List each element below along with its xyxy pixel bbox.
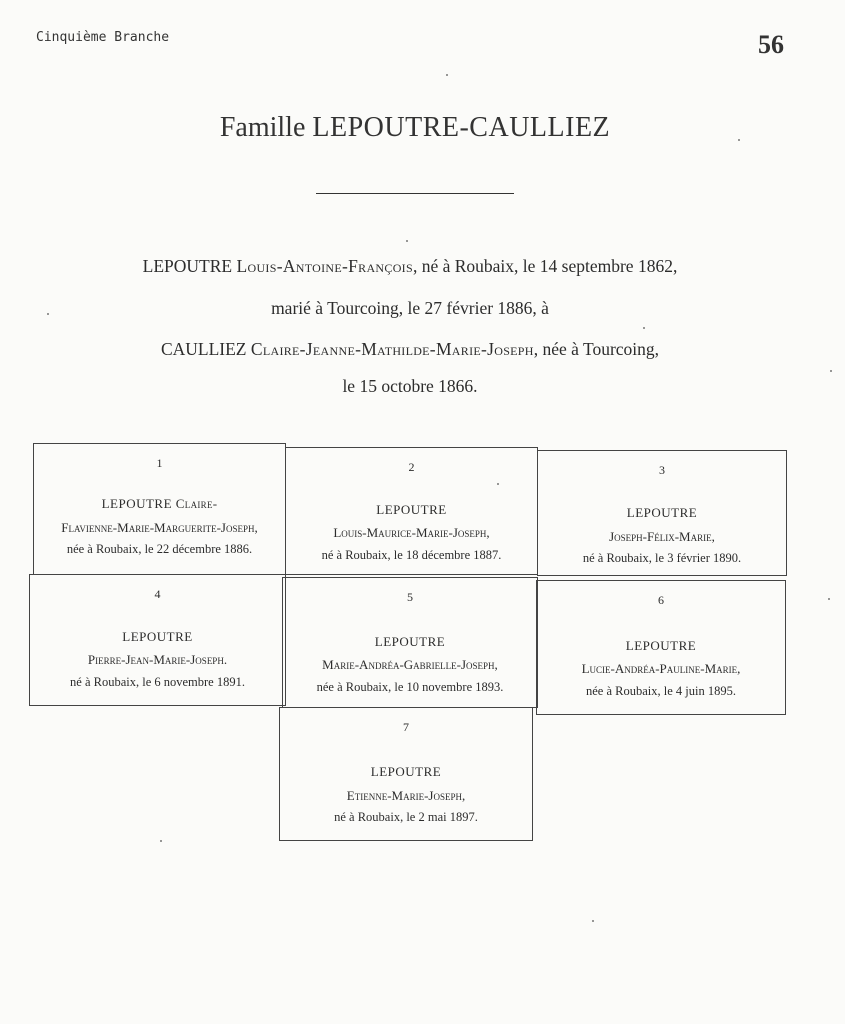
intro-wife-line xyxy=(0,339,820,360)
child-birth: née à Roubaix, le 22 décembre 1886. xyxy=(66,542,253,556)
child-birth: née à Roubaix, le 4 juin 1895. xyxy=(586,684,736,698)
paper-speck xyxy=(592,920,594,922)
page-number: 56 xyxy=(758,30,784,59)
child-birth: né à Roubaix, le 3 février 1890. xyxy=(582,551,742,565)
intro-marriage-line: marié à Tourcoing, le 27 février 1886, à xyxy=(271,298,549,318)
paper-speck xyxy=(497,483,499,485)
husband-surname: LEPOUTRE xyxy=(142,256,233,276)
paper-speck xyxy=(643,327,645,329)
child-card xyxy=(29,574,286,706)
child-surname: LEPOUTRE xyxy=(374,634,446,649)
paper-speck xyxy=(830,370,832,372)
paper-speck xyxy=(406,240,408,242)
wife-birth: , née à Tourcoing, xyxy=(533,339,660,359)
child-birth: née à Roubaix, le 10 novembre 1893. xyxy=(316,680,504,694)
child-birth: né à Roubaix, le 6 novembre 1891. xyxy=(70,675,245,689)
child-number: 1 xyxy=(156,456,163,470)
child-given-names: Joseph-Félix-Marie, xyxy=(609,529,715,544)
child-surname: LEPOUTRE xyxy=(122,629,193,644)
branch-label: Cinquième Branche xyxy=(36,30,170,45)
paper-speck xyxy=(446,74,448,76)
child-card xyxy=(536,580,786,715)
wife-given-names: Claire-Jeanne-Mathilde-Marie-Joseph xyxy=(250,339,534,359)
page-title xyxy=(0,112,830,144)
child-card xyxy=(537,450,787,576)
child-number: 6 xyxy=(658,593,664,607)
child-card xyxy=(33,443,286,575)
child-number: 4 xyxy=(154,587,161,601)
child-surname-suffix: Claire- xyxy=(175,496,218,511)
child-surname: LEPOUTRE xyxy=(370,764,442,779)
paper-speck xyxy=(828,598,830,600)
child-surname: LEPOUTRE xyxy=(625,638,697,653)
child-given-names: Etienne-Marie-Joseph, xyxy=(346,788,466,803)
child-given-names: Flavienne-Marie-Marguerite-Joseph, xyxy=(61,520,258,535)
child-number: 7 xyxy=(403,720,409,734)
child-birth: né à Roubaix, le 18 décembre 1887. xyxy=(321,548,502,562)
child-given-names: Lucie-Andréa-Pauline-Marie, xyxy=(581,661,741,676)
child-surname-text: LEPOUTRE xyxy=(101,496,173,511)
title-divider xyxy=(316,193,514,194)
child-given-names: Pierre-Jean-Marie-Joseph. xyxy=(87,652,228,667)
child-number: 5 xyxy=(407,590,413,604)
child-card xyxy=(285,447,538,575)
child-card xyxy=(279,707,533,841)
child-given-names: Marie-Andréa-Gabrielle-Joseph, xyxy=(322,657,498,672)
child-surname: LEPOUTRE xyxy=(626,505,698,520)
husband-given-names: Louis-Antoine-François xyxy=(236,256,413,276)
wife-surname: CAULLIEZ xyxy=(160,339,247,359)
husband-birth: , né à Roubaix, le 14 septembre 1862, xyxy=(412,256,678,276)
child-given-names: Louis-Maurice-Marie-Joseph, xyxy=(333,525,490,540)
child-number: 3 xyxy=(659,463,665,477)
paper-speck xyxy=(160,840,162,842)
title-prefix: Famille xyxy=(219,112,306,143)
intro-wife-birth-date: le 15 octobre 1866. xyxy=(342,376,478,396)
intro-husband-line xyxy=(0,256,820,277)
title-family-name: LEPOUTRE-CAULLIEZ xyxy=(312,112,611,143)
child-birth: né à Roubaix, le 2 mai 1897. xyxy=(334,810,478,824)
child-surname: LEPOUTRE xyxy=(376,502,447,517)
child-surname xyxy=(34,496,285,512)
child-card xyxy=(282,577,538,708)
child-number: 2 xyxy=(408,460,415,474)
paper-speck xyxy=(47,313,49,315)
paper-speck xyxy=(738,139,740,141)
